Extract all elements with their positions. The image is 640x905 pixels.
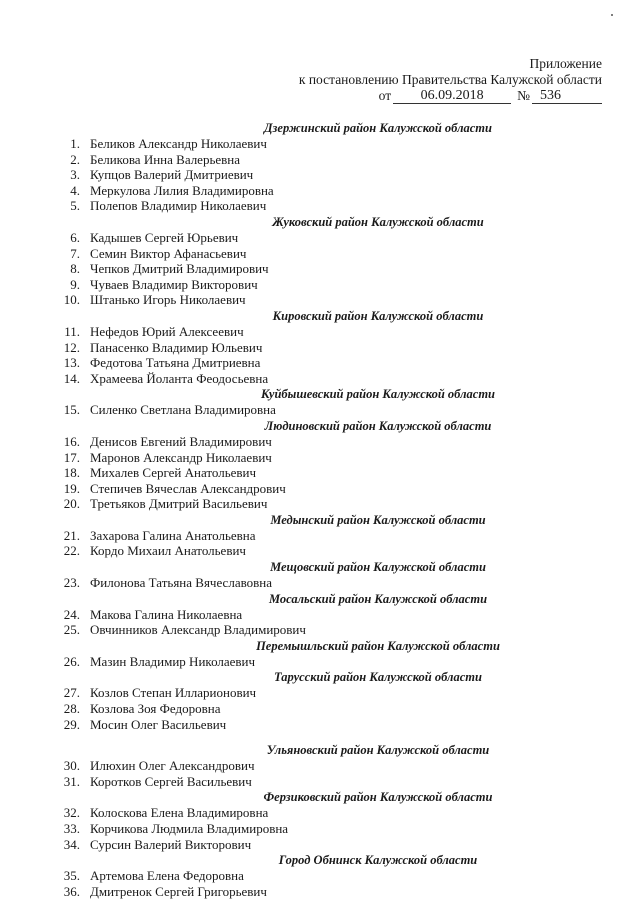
list-item-number: 5.: [70, 198, 80, 214]
list-item-number: 3.: [70, 167, 80, 183]
list-item: [58, 465, 618, 481]
list-item-number: 21.: [63, 527, 80, 543]
list-item: [58, 277, 618, 293]
list-item: [58, 292, 618, 308]
list-item: [58, 198, 618, 214]
list-item-name: Штанько Игорь Николаевич: [90, 292, 246, 308]
list-item-number: 16.: [63, 433, 80, 449]
district-heading: Ферзиковский район Калужской области: [263, 790, 493, 805]
list-item-number: 22.: [63, 543, 80, 559]
list-item: [58, 868, 618, 884]
list-item: [58, 496, 618, 512]
resolution-number: 536: [532, 89, 602, 104]
list-item-name: Храмеева Йоланта Феодосьевна: [90, 370, 269, 386]
list-item-number: 33.: [63, 821, 80, 836]
list-item: [58, 528, 618, 544]
list-item-number: 24.: [63, 606, 80, 622]
list-item-number: 31.: [63, 773, 80, 789]
list-item: [58, 434, 618, 450]
list-item-number: 19.: [63, 480, 80, 496]
list-item-number: 1.: [70, 136, 80, 151]
list-item-number: 11.: [64, 323, 80, 339]
list-item-name: Козлова Зоя Федоровна: [90, 701, 221, 717]
district-heading: Медынский район Калужской области: [270, 512, 486, 527]
list-item-name: Артемова Елена Федоровна: [90, 868, 244, 884]
district-heading: Людиновский район Калужской области: [264, 418, 492, 433]
list-item-name: Михалев Сергей Анатольевич: [90, 465, 257, 481]
list-item-number: 23.: [63, 575, 80, 591]
list-item: [58, 481, 618, 497]
list-item: [58, 136, 618, 152]
list-item-number: 25.: [63, 622, 80, 638]
district-heading: Кировский район Калужской области: [272, 308, 484, 323]
list-item: [58, 543, 618, 559]
list-item-name: Купцов Валерий Дмитриевич: [90, 167, 254, 183]
list-item-number: 26.: [63, 653, 80, 669]
list-item-name: Овчинников Александр Владимирович: [90, 622, 306, 638]
list-item-name: Филонова Татьяна Вячеславовна: [90, 575, 272, 591]
list-item-number: 30.: [63, 758, 80, 774]
list-item: [58, 371, 618, 387]
list-item: [58, 622, 618, 638]
list-item-name: Сурсин Валерий Викторович: [90, 836, 252, 852]
list-item: [58, 685, 618, 701]
list-item: [58, 758, 618, 774]
list-item-name: Чуваев Владимир Викторович: [90, 276, 258, 292]
list-item-name: Федотова Татьяна Дмитриевна: [90, 355, 261, 371]
list-item-name: Илюхин Олег Александрович: [90, 758, 255, 774]
list-item-number: 7.: [70, 245, 80, 261]
list-item-name: Беликов Александр Николаевич: [90, 136, 267, 151]
list-item: [58, 450, 618, 466]
list-item-number: 20.: [63, 496, 80, 512]
list-item-name: Нефедов Юрий Алексеевич: [90, 323, 244, 339]
list-item-name: Меркулова Лилия Владимировна: [90, 182, 274, 198]
list-item-number: 9.: [70, 276, 80, 292]
district-heading: Тарусский район Калужской области: [274, 670, 482, 685]
list-item-name: Мазин Владимир Николаевич: [90, 653, 256, 669]
list-item: [58, 805, 618, 821]
list-item-name: Колоскова Елена Владимировна: [90, 805, 269, 821]
list-item: [58, 230, 618, 246]
list-item-name: Панасенко Владимир Юльевич: [90, 339, 263, 355]
list-item-name: Чепков Дмитрий Владимирович: [90, 261, 269, 277]
date-number-line: [299, 88, 602, 104]
list-item-number: 32.: [63, 805, 80, 821]
list-item-name: Силенко Светлана Владимировна: [90, 402, 276, 418]
list-item-number: 12.: [63, 339, 80, 355]
list-item: [58, 884, 618, 900]
list-item: [58, 774, 618, 790]
list-item-number: 14.: [63, 370, 80, 386]
list-item-number: 34.: [63, 836, 80, 852]
list-item-number: 4.: [70, 182, 80, 198]
list-item: [58, 821, 618, 837]
district-heading: Мещовский район Калужской области: [270, 560, 486, 575]
list-item-number: 27.: [63, 685, 80, 701]
list-item: [58, 607, 618, 623]
list-item: [58, 246, 618, 262]
list-item-name: Захарова Галина Анатольевна: [90, 527, 256, 543]
list-item-name: Кадышев Сергей Юрьевич: [90, 229, 239, 245]
list-item-name: Степичев Вячеслав Александрович: [90, 480, 286, 496]
list-item: [58, 261, 618, 277]
list-item-number: 6.: [70, 229, 80, 245]
district-heading: Ульяновский район Калужской области: [266, 743, 490, 758]
list-item: [58, 837, 618, 853]
district-heading: Мосальский район Калужской области: [268, 591, 488, 606]
district-heading: Куйбышевский район Калужской области: [260, 387, 495, 402]
list-item: [58, 402, 618, 418]
district-heading: Дзержинский район Калужской области: [264, 121, 492, 135]
list-item-number: 15.: [63, 402, 80, 418]
resolution-reference: к постановлению Правительства Калужской области: [298, 72, 602, 87]
list-item-name: Коротков Сергей Васильевич: [90, 773, 252, 789]
list-item-name: Маронов Александр Николаевич: [90, 449, 272, 465]
list-item-number: 36.: [63, 883, 80, 899]
list-item: [58, 575, 618, 591]
list-item-name: Денисов Евгений Владимирович: [90, 433, 272, 449]
district-heading: Город Обнинск Калужской области: [278, 853, 478, 868]
resolution-date: 06.09.2018: [393, 89, 511, 104]
list-item-name: Третьяков Дмитрий Васильевич: [90, 496, 268, 512]
list-item-name: Макова Галина Николаевна: [90, 606, 243, 622]
appendix-header: [299, 56, 602, 104]
list-item: [58, 167, 618, 183]
persons-list: [58, 120, 618, 899]
list-item-number: 17.: [63, 449, 80, 465]
list-item-number: 8.: [70, 261, 80, 277]
list-item-name: Беликова Инна Валерьевна: [90, 151, 241, 167]
list-item-name: Полепов Владимир Николаевич: [90, 198, 267, 214]
list-item: [58, 701, 618, 717]
list-item-name: Корчикова Людмила Владимировна: [90, 821, 289, 836]
number-label: №: [517, 88, 530, 103]
list-item-number: 18.: [63, 465, 80, 481]
list-item-name: Семин Виктор Афанасьевич: [90, 245, 247, 261]
list-item: [58, 340, 618, 356]
list-item-name: Кордо Михаил Анатольевич: [90, 543, 246, 559]
list-item-number: 35.: [63, 868, 80, 884]
list-item-name: Дмитренок Сергей Григорьевич: [90, 883, 267, 899]
list-item: [58, 355, 618, 371]
appendix-title: Приложение: [529, 56, 602, 71]
scan-speck: [611, 14, 613, 16]
list-item-name: Козлов Степан Илларионович: [90, 685, 257, 701]
list-item-number: 13.: [63, 355, 80, 371]
list-item-number: 2.: [70, 151, 80, 167]
list-item-number: 10.: [63, 292, 80, 308]
list-item-name: Мосин Олег Васильевич: [90, 716, 227, 732]
district-heading: Перемышльский район Калужской области: [256, 638, 500, 653]
list-item-number: 29.: [63, 716, 80, 732]
list-item: [58, 654, 618, 670]
list-item: [58, 183, 618, 199]
list-item: [58, 152, 618, 168]
list-item: [58, 717, 618, 733]
list-item-number: 28.: [63, 701, 80, 717]
from-label: от: [378, 88, 392, 103]
list-item: [58, 324, 618, 340]
district-heading: Жуковский район Калужской области: [272, 214, 484, 229]
